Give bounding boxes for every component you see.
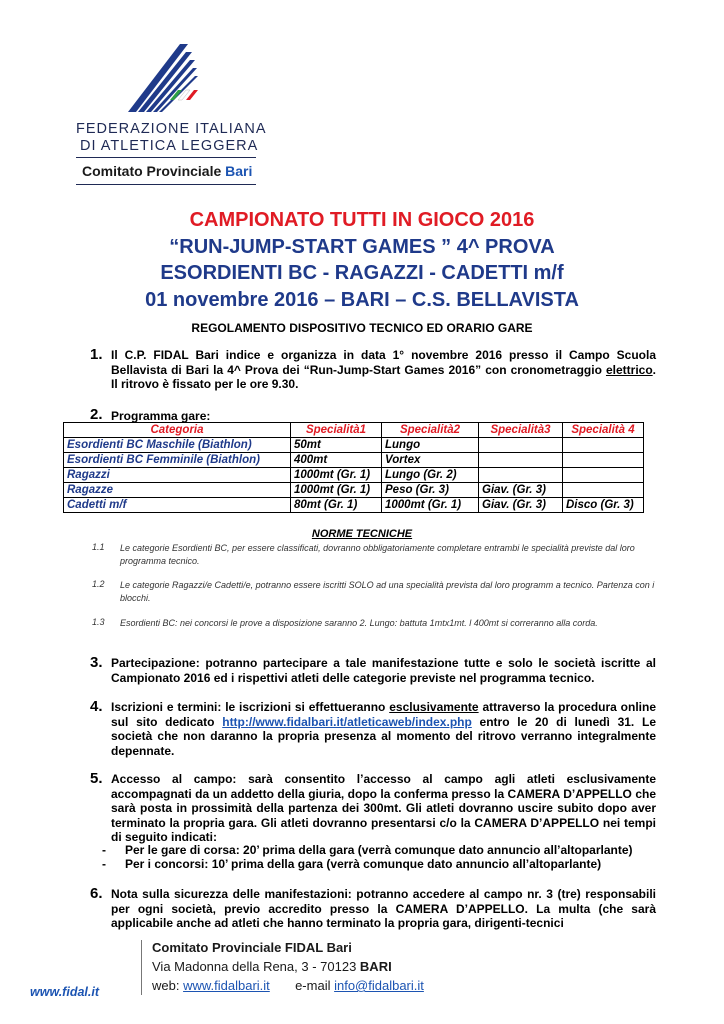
section1-text-a: Il C.P. FIDAL Bari indice e organizza in data 1° novembre 2016 presso il Campo Scuola Bellavista di Bari la 4^ Prova dei “Run-Jump-Start Games 2016” con cronometraggio bbox=[111, 348, 656, 377]
table-row bbox=[64, 468, 644, 483]
cell-value bbox=[563, 468, 644, 483]
norma-text: Le categorie Esordienti BC, per essere classificati, dovranno obbligatoriamente completare entrambi le specialità previste dal loro programma tecnico. bbox=[120, 543, 635, 566]
fidal-logo-icon bbox=[118, 40, 228, 112]
cell-value bbox=[479, 453, 563, 468]
footer-contacts bbox=[152, 978, 424, 993]
footer-email-link[interactable]: info@fidalbari.it bbox=[334, 978, 424, 993]
cell-value: Lungo (Gr. 2) bbox=[382, 468, 479, 483]
cell-value bbox=[563, 438, 644, 453]
norma-number: 1.2 bbox=[92, 579, 105, 589]
subtitle-regulation: REGOLAMENTO DISPOSITIVO TECNICO ED ORARIO GARE bbox=[191, 321, 533, 335]
footer-address-city: BARI bbox=[359, 959, 392, 974]
footer-address bbox=[152, 959, 392, 974]
section2-number: 2. bbox=[90, 406, 103, 423]
cell-value bbox=[479, 468, 563, 483]
section1-number: 1. bbox=[90, 346, 103, 363]
section4-number: 4. bbox=[90, 698, 103, 715]
section5-text: Accesso al campo: sarà consentito l’accesso al campo agli atleti esclusivamente accompagnati da un addetto della giuria, dopo la conferma presso la CAMERA D’APPELLO che sarà posta in prossimità della partenza dei 300mt. Gli atleti dovranno uscire subito dopo aver terminato la propria gara. Gli atleti dovranno presentarsi c/o la CAMERA D’APPELLO nei tempi di seguito indicati: bbox=[111, 772, 656, 844]
footer-web-label: web: bbox=[152, 978, 184, 993]
section1-text-underlined: elettrico bbox=[605, 362, 653, 377]
title-event: “RUN-JUMP-START GAMES ” 4^ PROVA bbox=[169, 236, 555, 258]
section4-text-b: attraverso la procedura online sul sito dedicato bbox=[111, 700, 656, 729]
table-row bbox=[64, 453, 644, 468]
norma-number: 1.3 bbox=[92, 617, 105, 627]
bullet-item: Per le gare di corsa: 20’ prima della gara (verrà comunque dato annuncio all’altoparlante) bbox=[125, 843, 633, 857]
cell-value: 50mt bbox=[291, 438, 382, 453]
norme-tecniche-title: NORME TECNICHE bbox=[311, 528, 413, 540]
section3-text: Partecipazione: potranno partecipare a tale manifestazione tutte e solo le società iscritte al Campionato 2016 ed i rispettivi atleti delle categorie previste nel programma tecnico. bbox=[111, 656, 656, 685]
cell-value: Lungo bbox=[382, 438, 479, 453]
programma-gare-table bbox=[63, 422, 644, 513]
logo-divider bbox=[76, 157, 256, 158]
comitato-text: Comitato Provinciale bbox=[82, 163, 222, 179]
cell-value: 80mt (Gr. 1) bbox=[291, 498, 382, 513]
federation-name-line1: FEDERAZIONE ITALIANA bbox=[76, 121, 267, 137]
logo-divider-bottom bbox=[76, 184, 256, 185]
cell-value: Giav. (Gr. 3) bbox=[479, 498, 563, 513]
section4-text-a: Iscrizioni e termini: le iscrizioni si effettueranno bbox=[111, 700, 390, 714]
cell-value bbox=[563, 453, 644, 468]
table-row bbox=[64, 483, 644, 498]
iscrizioni-link[interactable]: http://www.fidalbari.it/atleticaweb/index.php bbox=[222, 714, 472, 729]
header-categoria: Categoria bbox=[64, 423, 291, 438]
bullet-dash: - bbox=[102, 843, 106, 857]
bullet-item: Per i concorsi: 10’ prima della gara (verrà comunque dato annuncio all’altoparlante) bbox=[125, 857, 602, 871]
table-header-row bbox=[64, 423, 644, 438]
fidal-logo bbox=[118, 40, 228, 112]
section4-text-c: entro le 20 di lunedì 31. Le società che non daranno la propria presenza al momento del ritrovo verranno integralmente depennate. bbox=[111, 714, 657, 758]
section5-number: 5. bbox=[90, 770, 103, 787]
title-championship: CAMPIONATO TUTTI IN GIOCO 2016 bbox=[189, 209, 535, 231]
cell-value: Giav. (Gr. 3) bbox=[479, 483, 563, 498]
norma-text: Le categorie Ragazzi/e Cadetti/e, potranno essere iscritti SOLO ad una specialità prevista dal loro programm a tecnico. Partenza con i blocchi. bbox=[120, 580, 655, 603]
footer-address-street: Via Madonna della Rena, 3 - 70123 bbox=[152, 959, 360, 974]
section4-text-underlined: esclusivamente bbox=[389, 700, 479, 714]
cell-category: Esordienti BC Femminile (Biathlon) bbox=[64, 453, 291, 468]
section6-text: Nota sulla sicurezza delle manifestazioni: potranno accedere al campo nr. 3 (tre) responsabili per ogni società, previo accredito presso la CAMERA D’APPELLO. La multa (che sarà applicabile anche ad atleti che hanno terminato la propria gara, dirigenti-tecnici bbox=[111, 887, 656, 930]
cell-category: Cadetti m/f bbox=[64, 498, 291, 513]
section6-number: 6. bbox=[90, 885, 103, 902]
header-specialita3: Specialità3 bbox=[479, 423, 563, 438]
section3-number: 3. bbox=[90, 654, 103, 671]
title-categories: ESORDIENTI BC - RAGAZZI - CADETTI m/f bbox=[160, 262, 564, 284]
section4-text bbox=[111, 700, 656, 758]
table-row bbox=[64, 498, 644, 513]
comitato-city: Bari bbox=[225, 163, 253, 179]
cell-value: Peso (Gr. 3) bbox=[382, 483, 479, 498]
cell-value: 400mt bbox=[291, 453, 382, 468]
title-date-place: 01 novembre 2016 – BARI – C.S. BELLAVISTA bbox=[145, 289, 579, 311]
section2-label: Programma gare: bbox=[111, 409, 211, 423]
norma-number: 1.1 bbox=[92, 542, 105, 552]
cell-value bbox=[479, 438, 563, 453]
cell-value: Disco (Gr. 3) bbox=[563, 498, 644, 513]
cell-category: Ragazze bbox=[64, 483, 291, 498]
bullet-dash: - bbox=[102, 857, 106, 871]
cell-value: 1000mt (Gr. 1) bbox=[291, 468, 382, 483]
footer-fidal-site: www.fidal.it bbox=[30, 985, 99, 999]
table-row bbox=[64, 438, 644, 453]
cell-category: Esordienti BC Maschile (Biathlon) bbox=[64, 438, 291, 453]
cell-value bbox=[563, 483, 644, 498]
header-specialita1: Specialità1 bbox=[291, 423, 382, 438]
footer-email-label: e-mail bbox=[295, 978, 335, 993]
header-specialita4: Specialità 4 bbox=[563, 423, 644, 438]
footer-divider bbox=[141, 940, 142, 995]
federation-name-line2: DI ATLETICA LEGGERA bbox=[80, 138, 259, 154]
cell-value: 1000mt (Gr. 1) bbox=[382, 498, 479, 513]
cell-value: Vortex bbox=[382, 453, 479, 468]
cell-value: 1000mt (Gr. 1) bbox=[291, 483, 382, 498]
comitato-label bbox=[82, 163, 252, 179]
norma-text: Esordienti BC: nei concorsi le prove a disposizione saranno 2. Lungo: battuta 1mtx1mt. l 400mt si correranno alla corda. bbox=[120, 618, 598, 628]
footer-web-link[interactable]: www.fidalbari.it bbox=[183, 978, 270, 993]
section1-text bbox=[111, 348, 656, 392]
cell-category: Ragazzi bbox=[64, 468, 291, 483]
section1-text-b: . Il ritrovo è fissato per le ore 9.30. bbox=[111, 362, 656, 391]
header-specialita2: Specialità2 bbox=[382, 423, 479, 438]
footer-organization: Comitato Provinciale FIDAL Bari bbox=[152, 940, 352, 955]
